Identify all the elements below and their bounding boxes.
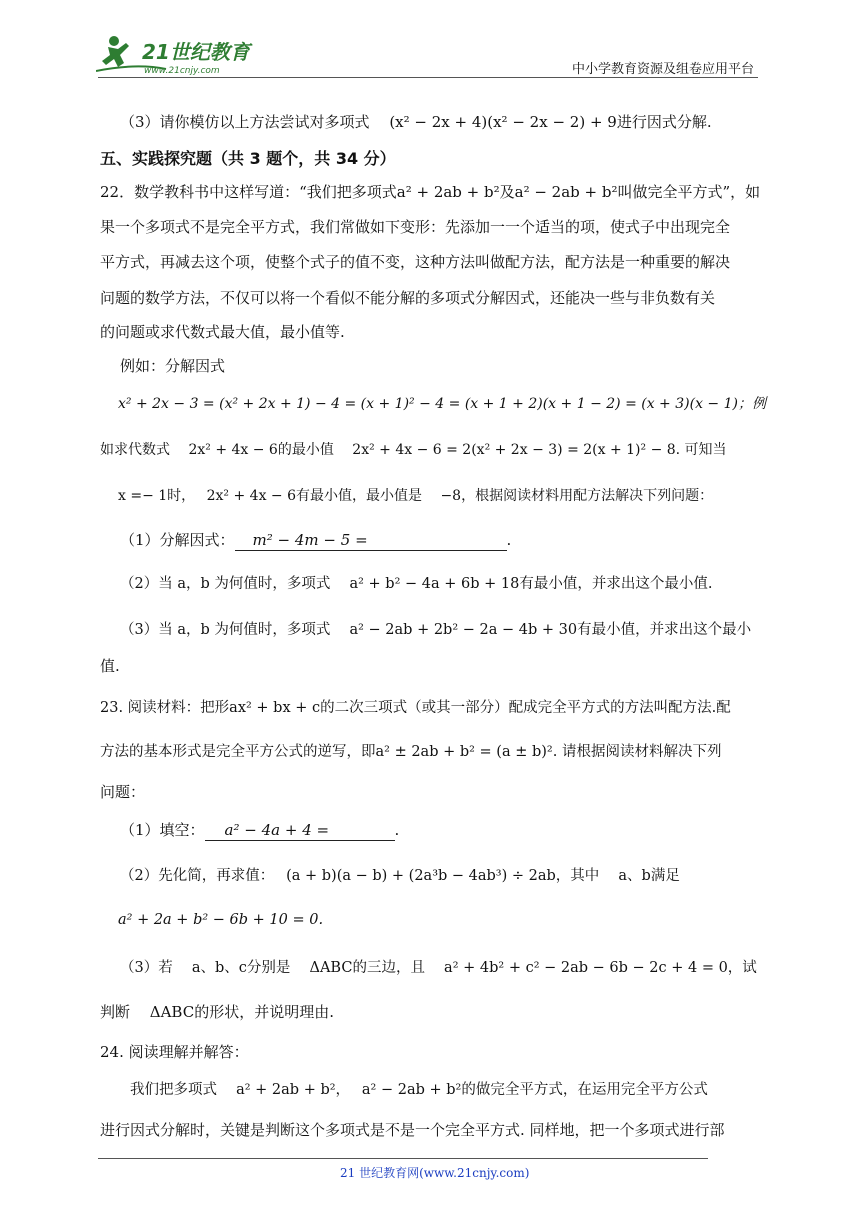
q24-line3: 进行因式分解时，关键是判断这个多项式是不是一个完全平方式. 同样地，把一个多项式进行部 [100, 1121, 725, 1139]
q22-part1-label: （1）分解因式： [120, 531, 235, 549]
q22-line7: x² + 2x − 3 = (x² + 2x + 1) − 4 = (x + 1)² − 4 = (x + 1 + 2)(x + 1 − 2) = (x + 3)(x − 1)；例 [118, 396, 766, 412]
q22-part1-end: . [506, 531, 512, 549]
q22-part1 [120, 530, 511, 551]
site-logo [96, 33, 266, 77]
q22-part3a: （3）当 a，b 为何值时，多项式 a² − 2ab + 2b² − 2a − 4b + 30有最小值，并求出这个最小 [120, 622, 752, 638]
header-divider [98, 77, 758, 78]
q23-part1-expr: a² − 4a + 4 = [224, 821, 330, 839]
q22-line5: 的问题或求代数式最大值，最小值等. [100, 323, 345, 341]
q23-part1-end: . [394, 821, 400, 839]
q21-part3: （3）请你模仿以上方法尝试对多项式 (x² − 2x + 4)(x² − 2x − 2) + 9进行因式分解. [120, 113, 712, 131]
logo-url: www.21cnjy.com [144, 66, 220, 76]
q23-line3: 问题： [100, 783, 146, 801]
q22-line1: 22．数学教科书中这样写道：“我们把多项式a² + 2ab + b²及a² − 2ab + b²叫做完全平方式”，如 [100, 183, 761, 201]
q23-part3a: （3）若 a、b、c分别是 ΔABC的三边，且 a² + 4b² + c² − 2ab − 6b − 2c + 4 = 0，试 [120, 960, 757, 976]
q22-part3b: 值. [100, 657, 120, 675]
q23-part1 [120, 820, 399, 841]
q22-line3: 平方式，再减去这个项，使整个式子的值不变，这种方法叫做配方法，配方法是一种重要的解决 [100, 253, 731, 271]
q23-line1: 23. 阅读材料：把形ax² + bx + c的二次三项式（或其一部分）配成完全平方式的方法叫配方法.配 [100, 700, 731, 716]
footer-link[interactable]: 21 世纪教育网(www.21cnjy.com) [340, 1166, 530, 1180]
q22-line9: x =− 1时， 2x² + 4x − 6有最小值，最小值是 −8，根据阅读材料用配方法解决下列问题： [118, 488, 714, 504]
q23-part2b: a² + 2a + b² − 6b + 10 = 0. [118, 912, 324, 928]
footer-divider [98, 1158, 708, 1159]
platform-name: 中小学教育资源及组卷应用平台 [572, 62, 755, 77]
q22-part1-expr: m² − 4m − 5 = [252, 531, 368, 549]
q24-line1: 24. 阅读理解并解答： [100, 1043, 249, 1061]
section-heading: 五、实践探究题（共 3 题个，共 34 分） [100, 149, 396, 168]
runner-logo-icon [96, 33, 266, 77]
q23-answer-blank[interactable] [205, 820, 395, 841]
q23-part2a: （2）先化简，再求值： (a + b)(a − b) + (2a³b − 4ab³) ÷ 2ab，其中 a、b满足 [120, 868, 680, 884]
q22-line2: 果一个多项式不是完全平方式，我们常做如下变形：先添加一一个适当的项，使式子中出现完全 [100, 218, 731, 236]
q23-part3b: 判断 ΔABC的形状，并说明理由. [100, 1003, 334, 1021]
q22-line8: 如求代数式 2x² + 4x − 6的最小值 2x² + 4x − 6 = 2(x² + 2x − 3) = 2(x + 1)² − 8. 可知当 [100, 442, 727, 458]
q23-line2: 方法的基本形式是完全平方公式的逆写，即a² ± 2ab + b² = (a ± b)². 请根据阅读材料解决下列 [100, 744, 722, 760]
logo-text: 21世纪教育 [142, 40, 250, 64]
q22-answer-blank[interactable] [235, 530, 507, 551]
q22-line4: 问题的数学方法，不仅可以将一个看似不能分解的多项式分解因式，还能决一些与非负数有关 [100, 289, 716, 307]
q22-part2: （2）当 a，b 为何值时，多项式 a² + b² − 4a + 6b + 18有最小值，并求出这个最小值. [120, 576, 713, 592]
q24-line2: 我们把多项式 a² + 2ab + b²， a² − 2ab + b²的做完全平方式，在运用完全平方公式 [130, 1082, 708, 1098]
q22-example: 例如：分解因式 [120, 357, 226, 375]
q23-part1-label: （1）填空： [120, 821, 205, 839]
